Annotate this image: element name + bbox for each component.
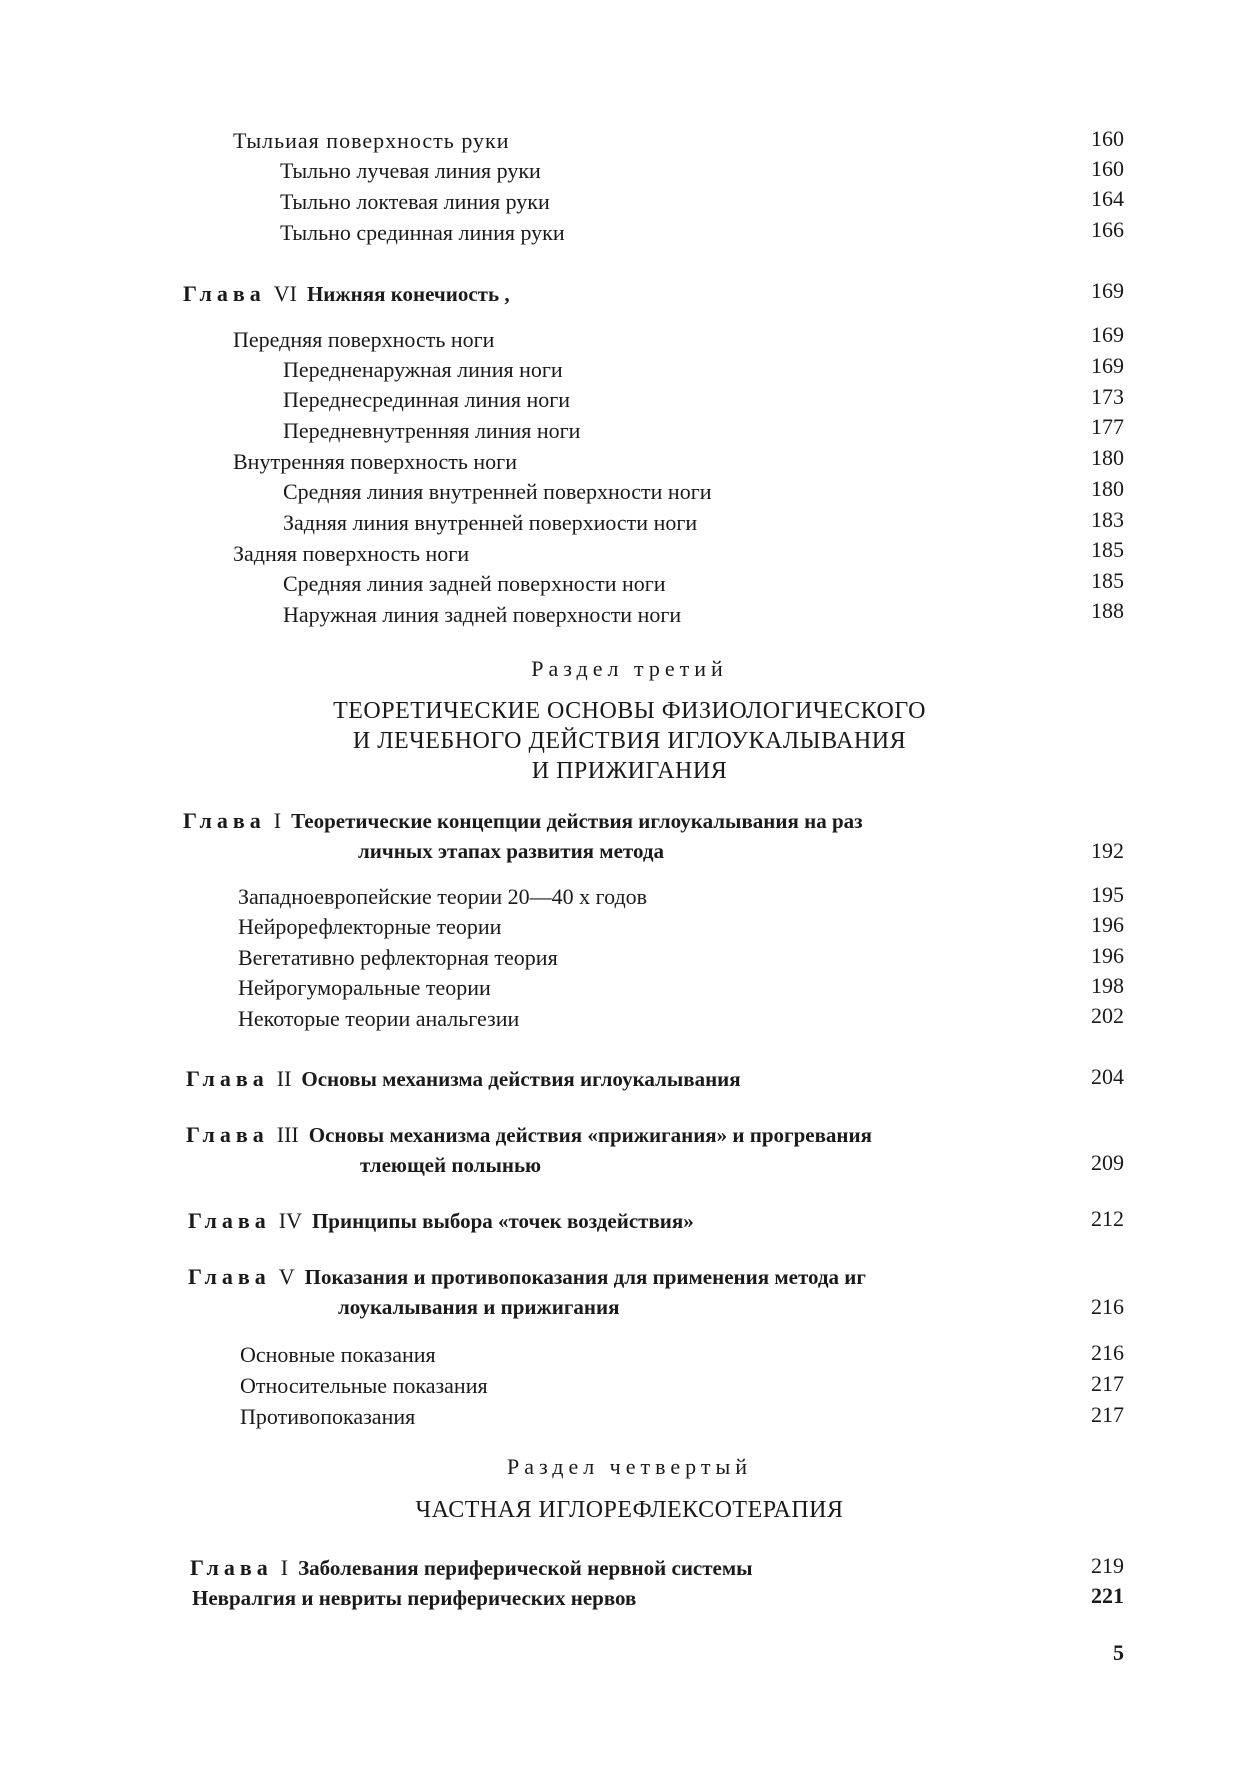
section-label: Раздел третий bbox=[531, 656, 728, 681]
toc-entry: Задняя линия внутренней поверхиости ноги bbox=[283, 510, 698, 535]
toc-page-number: 195 bbox=[1091, 882, 1124, 907]
toc-entry: Тыльно лучевая линия руки bbox=[280, 158, 541, 183]
toc-page-number: 219 bbox=[1091, 1553, 1124, 1578]
chapter-title: Заболевания периферической нервной системы bbox=[298, 1556, 753, 1580]
toc-page-number: 180 bbox=[1091, 445, 1124, 470]
toc-entry: Западноевропейские теории 20—40 х годов bbox=[238, 884, 648, 909]
toc-entry: Относительные показания bbox=[240, 1373, 488, 1398]
toc-page-number: 169 bbox=[1091, 322, 1124, 347]
chapter-label: Глава bbox=[190, 1555, 273, 1580]
toc-entry: Средняя линия внутренней поверхности ноги bbox=[283, 479, 712, 504]
section-title-line: ЧАСТНАЯ ИГЛОРЕФЛЕКСОТЕРАПИЯ bbox=[415, 1497, 844, 1523]
toc-entry: Некоторые теории анальгезии bbox=[238, 1006, 520, 1031]
chapter-number: IV bbox=[278, 1208, 302, 1233]
toc-page-number: 217 bbox=[1091, 1371, 1124, 1396]
chapter-label: Глава bbox=[186, 1066, 269, 1091]
toc-page-number: 169 bbox=[1091, 278, 1124, 303]
toc-entry: Вегетативно рефлекторная теория bbox=[238, 945, 558, 970]
toc-page-number: 212 bbox=[1091, 1206, 1124, 1231]
toc-entry: Нейрорефлекторные теории bbox=[238, 914, 502, 939]
toc-page-number: 164 bbox=[1091, 186, 1124, 211]
toc-page-number: 198 bbox=[1091, 973, 1124, 998]
toc-chapter bbox=[183, 808, 863, 834]
section-title-line: И ЛЕЧЕБНОГО ДЕЙСТВИЯ ИГЛОУКАЛЫВАНИЯ bbox=[352, 728, 907, 754]
toc-page-number: 216 bbox=[1091, 1294, 1124, 1319]
toc-chapter bbox=[183, 281, 510, 307]
toc-chapter bbox=[190, 1555, 753, 1581]
toc-entry: Противопоказания bbox=[240, 1404, 416, 1429]
chapter-label: Глава bbox=[186, 1122, 269, 1147]
toc-page-number: 216 bbox=[1091, 1340, 1124, 1365]
toc-page-number: 169 bbox=[1091, 353, 1124, 378]
section-title-line: И ПРИЖИГАНИЯ bbox=[531, 758, 728, 784]
toc-page-number: 217 bbox=[1091, 1402, 1124, 1427]
toc-entry: Тыльно срединная линия руки bbox=[280, 220, 565, 245]
toc-entry: Средняя линия задней поверхности ноги bbox=[283, 571, 666, 596]
chapter-title: Показания и противопоказания для применения метода иг bbox=[304, 1265, 866, 1289]
toc-entry: Тыльно локтевая линия руки bbox=[280, 189, 550, 214]
toc-page-number: 180 bbox=[1091, 476, 1124, 501]
section-label: Раздел четвертый bbox=[506, 1454, 753, 1479]
page-number: 5 bbox=[1113, 1640, 1124, 1665]
toc-chapter bbox=[186, 1066, 741, 1092]
toc-entry: Задняя поверхность ноги bbox=[233, 541, 470, 566]
toc-page-number: 221 bbox=[1091, 1583, 1124, 1608]
toc-page-number: 173 bbox=[1091, 384, 1124, 409]
toc-chapter bbox=[188, 1208, 694, 1234]
toc-page-number: 202 bbox=[1091, 1003, 1124, 1028]
chapter-label: Глава bbox=[188, 1264, 271, 1289]
toc-entry: Передненаружная линия ноги bbox=[283, 357, 563, 382]
chapter-title: Принципы выбора «точек воздействия» bbox=[311, 1209, 694, 1233]
toc-chapter bbox=[186, 1122, 872, 1148]
toc-entry: Невралгия и невриты периферических нервов bbox=[192, 1586, 637, 1610]
toc-page-number: 196 bbox=[1091, 943, 1124, 968]
toc-chapter bbox=[188, 1264, 866, 1290]
toc-page-number: 183 bbox=[1091, 507, 1124, 532]
toc-entry: Нейрогуморальные теории bbox=[238, 975, 491, 1000]
toc-page-number: 192 bbox=[1091, 838, 1124, 863]
toc-entry: Основные показания bbox=[240, 1342, 436, 1367]
chapter-title: Теоретические концепции действия иглоукалывания на раз bbox=[291, 809, 863, 833]
toc-entry: Внутренняя поверхность ноги bbox=[233, 449, 517, 474]
chapter-number: II bbox=[276, 1066, 292, 1091]
chapter-number: I bbox=[273, 808, 282, 833]
chapter-title: Основы механизма действия «прижигания» и прогревания bbox=[308, 1123, 872, 1147]
toc-page-number: 160 bbox=[1091, 126, 1124, 151]
chapter-title-continued: личных этапах развития метода bbox=[358, 839, 664, 863]
toc-entry: Тыльиая поверхность руки bbox=[233, 128, 510, 153]
toc-page-number: 177 bbox=[1091, 414, 1124, 439]
toc-entry: Переднесрединная линия ноги bbox=[283, 387, 571, 412]
toc-page-number: 185 bbox=[1091, 568, 1124, 593]
toc-page-number: 185 bbox=[1091, 537, 1124, 562]
toc-page-number: 209 bbox=[1091, 1150, 1124, 1175]
chapter-label: Глава bbox=[188, 1208, 271, 1233]
chapter-title-continued: тлеющей полынью bbox=[360, 1153, 542, 1177]
toc-entry: Передняя поверхность ноги bbox=[233, 327, 495, 352]
chapter-label: Глава bbox=[183, 808, 266, 833]
chapter-number: V bbox=[278, 1264, 295, 1289]
toc-page-number: 166 bbox=[1091, 217, 1124, 242]
toc-page-number: 160 bbox=[1091, 156, 1124, 181]
chapter-number: III bbox=[276, 1122, 299, 1147]
toc-entry: Передневнутренняя линия ноги bbox=[283, 418, 581, 443]
chapter-label: Глава bbox=[183, 281, 266, 306]
chapter-number: I bbox=[280, 1555, 289, 1580]
toc-page-number: 188 bbox=[1091, 598, 1124, 623]
chapter-title: Нижняя конечиость , bbox=[306, 282, 510, 306]
chapter-title-continued: лоукалывания и прижигания bbox=[338, 1295, 620, 1319]
toc-page-number: 204 bbox=[1091, 1064, 1124, 1089]
toc-page-number: 196 bbox=[1091, 912, 1124, 937]
section-title-line: ТЕОРЕТИЧЕСКИЕ ОСНОВЫ ФИЗИОЛОГИЧЕСКОГО bbox=[333, 698, 926, 724]
chapter-number: VI bbox=[273, 281, 297, 306]
chapter-title: Основы механизма действия иглоукалывания bbox=[301, 1067, 741, 1091]
toc-entry: Наружная линия задней поверхности ноги bbox=[283, 602, 682, 627]
